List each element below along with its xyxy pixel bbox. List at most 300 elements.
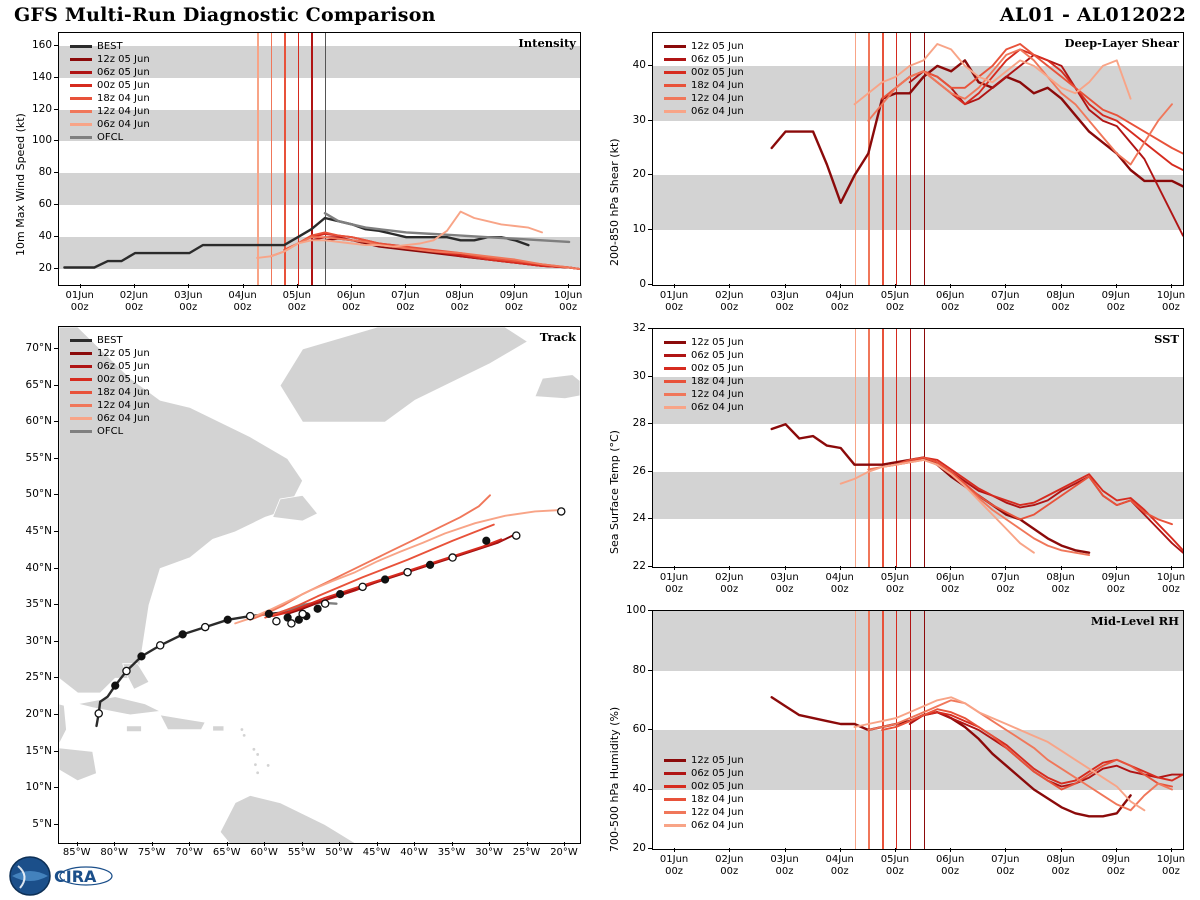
- shear-legend-row: [664, 40, 744, 53]
- track-ytick-13: 70°N: [25, 341, 52, 354]
- sst-xtick-2: 02Jun 00z: [715, 572, 744, 595]
- intensity-xtickmark-9: [514, 284, 515, 288]
- sst-ytickmark-5: [648, 328, 652, 329]
- intensity-xtick-5: 05Jun 00z: [282, 290, 311, 313]
- legend-label-2: 06z 05 Jun: [97, 361, 150, 372]
- track-ytickmark-12: [54, 385, 58, 386]
- legend-label-2: 06z 05 Jun: [97, 67, 150, 78]
- track-xtickmark-7: [339, 842, 340, 846]
- intensity-xtick-10: 10Jun 00z: [553, 290, 583, 313]
- sst-legend-row: [664, 349, 744, 362]
- track-xtick-3: 70°W: [175, 847, 203, 858]
- rh-panel: [600, 604, 1200, 880]
- sst-ytickmark-0: [648, 566, 652, 567]
- shear-xtick-5: 05Jun 00z: [880, 290, 910, 313]
- shear-legend-row: [664, 105, 744, 118]
- rh-ytickmark-4: [648, 610, 652, 611]
- track-legend-row: [70, 386, 150, 399]
- track-xtickmark-8: [377, 842, 378, 846]
- track-xtick-12: 25°W: [512, 847, 541, 858]
- rh-legend-row: [664, 819, 744, 832]
- rh-xtick-8: 08Jun 00z: [1046, 854, 1075, 877]
- shear-ytickmark-1: [648, 229, 652, 230]
- rh-y-axis-label: 700-500 hPa Humidity (%): [608, 706, 621, 852]
- track-marker-open-13: [558, 508, 565, 515]
- track-xtickmark-9: [414, 842, 415, 846]
- rh-legend-row: [664, 806, 744, 819]
- sst-series-06z-04-jun: [841, 460, 1034, 553]
- track-xtick-10: 35°W: [437, 847, 466, 858]
- rh-xtick-5: 05Jun 00z: [880, 854, 910, 877]
- legend-swatch-0: [664, 341, 686, 344]
- shear-xtickmark-3: [785, 284, 786, 288]
- sst-legend-row: [664, 336, 744, 349]
- shear-xtick-8: 08Jun 00z: [1046, 290, 1075, 313]
- track-xtick-8: 45°W: [362, 847, 391, 858]
- sst-ytickmark-1: [648, 518, 652, 519]
- track-marker-filled-9: [337, 591, 344, 598]
- sst-ytickmark-2: [648, 471, 652, 472]
- rh-xtickmark-2: [729, 848, 730, 852]
- rh-series-12z-04-jun: [868, 700, 1172, 810]
- intensity-ytickmark-1: [54, 236, 58, 237]
- track-ytickmark-11: [54, 421, 58, 422]
- track-marker-open-8: [322, 600, 329, 607]
- shear-ytick-3: 30: [632, 113, 646, 126]
- legend-swatch-0: [664, 759, 686, 762]
- shear-ytick-4: 40: [632, 58, 646, 71]
- rh-xtick-1: 01Jun 00z: [659, 854, 689, 877]
- legend-label-0: BEST: [97, 41, 123, 52]
- shear-xtick-7: 07Jun 00z: [991, 290, 1020, 313]
- legend-swatch-4: [664, 811, 686, 814]
- legend-swatch-4: [664, 393, 686, 396]
- track-legend: [70, 334, 150, 438]
- intensity-legend-row: [70, 131, 150, 144]
- track-xtick-6: 55°W: [287, 847, 316, 858]
- shear-xtick-3: 03Jun 00z: [770, 290, 799, 313]
- track-marker-open-3: [202, 623, 209, 630]
- track-marker-open-7: [299, 610, 306, 617]
- intensity-legend: [70, 40, 150, 144]
- track-xtick-9: 40°W: [400, 847, 428, 858]
- sst-y-axis-label: Sea Surface Temp (°C): [608, 430, 621, 554]
- legend-swatch-1: [664, 58, 686, 61]
- track-xtickmark-4: [227, 842, 228, 846]
- shear-xtick-4: 04Jun 00z: [825, 290, 854, 313]
- sst-ytick-1: 24: [632, 512, 646, 525]
- legend-label-3: 00z 05 Jun: [97, 80, 150, 91]
- intensity-xtick-8: 08Jun 00z: [445, 290, 474, 313]
- track-ytickmark-6: [54, 604, 58, 605]
- shear-xtick-6: 06Jun 00z: [935, 290, 965, 313]
- sst-xtick-6: 06Jun 00z: [935, 572, 965, 595]
- legend-label-4: 12z 04 Jun: [691, 93, 744, 104]
- rh-xtickmark-4: [840, 848, 841, 852]
- shear-y-axis-label: 200-850 hPa Shear (kt): [608, 138, 621, 266]
- shear-legend-row: [664, 92, 744, 105]
- cira-logo: [8, 856, 118, 896]
- legend-swatch-2: [664, 367, 686, 370]
- intensity-xtick-6: 06Jun 00z: [336, 290, 366, 313]
- track-ytickmark-9: [54, 494, 58, 495]
- track-marker-open-5: [273, 618, 280, 625]
- sst-xtick-1: 01Jun 00z: [659, 572, 689, 595]
- shear-legend-row: [664, 66, 744, 79]
- track-xtickmark-6: [302, 842, 303, 846]
- track-ytick-12: 65°N: [25, 378, 52, 391]
- legend-label-7: OFCL: [97, 426, 124, 437]
- sst-series-12z-04-jun: [868, 460, 1089, 555]
- intensity-ytickmark-4: [54, 140, 58, 141]
- sst-ytickmark-3: [648, 423, 652, 424]
- legend-label-4: 12z 04 Jun: [691, 807, 744, 818]
- legend-label-5: 06z 04 Jun: [691, 402, 744, 413]
- shear-xtick-10: 10Jun 00z: [1156, 290, 1186, 313]
- track-legend-row: [70, 347, 150, 360]
- track-ytick-0: 5°N: [32, 817, 52, 830]
- sst-series-best: [772, 424, 1089, 553]
- track-marker-open-11: [449, 554, 456, 561]
- intensity-ytickmark-0: [54, 268, 58, 269]
- legend-label-2: 00z 05 Jun: [691, 781, 744, 792]
- intensity-ytick-2: 60: [38, 198, 52, 211]
- rh-legend: [664, 754, 744, 832]
- intensity-ytick-0: 20: [38, 262, 52, 275]
- legend-swatch-2: [70, 71, 92, 74]
- track-marker-filled-10: [381, 576, 388, 583]
- sst-ytick-3: 28: [632, 417, 646, 430]
- track-panel-title: Track: [539, 330, 576, 344]
- legend-swatch-0: [70, 45, 92, 48]
- track-xtickmark-10: [452, 842, 453, 846]
- sst-xtickmark-5: [895, 566, 896, 570]
- legend-label-5: 06z 04 Jun: [691, 106, 744, 117]
- track-marker-filled-4: [265, 610, 272, 617]
- intensity-legend-row: [70, 40, 150, 53]
- intensity-ytickmark-6: [54, 77, 58, 78]
- shear-ytick-2: 20: [632, 168, 646, 181]
- track-xtickmark-13: [564, 842, 565, 846]
- sst-legend-row: [664, 401, 744, 414]
- legend-label-0: 12z 05 Jun: [691, 41, 744, 52]
- track-ytick-1: 10°N: [25, 781, 52, 794]
- track-marker-open-0: [95, 710, 102, 717]
- legend-label-1: 06z 05 Jun: [691, 54, 744, 65]
- legend-label-1: 06z 05 Jun: [691, 768, 744, 779]
- legend-label-3: 00z 05 Jun: [97, 374, 150, 385]
- track-marker-filled-12: [483, 537, 490, 544]
- sst-panel-title: SST: [1154, 332, 1179, 346]
- legend-label-4: 18z 04 Jun: [97, 93, 150, 104]
- track-legend-row: [70, 412, 150, 425]
- intensity-xtickmark-8: [460, 284, 461, 288]
- shear-ytick-1: 10: [632, 223, 646, 236]
- intensity-xtick-1: 01Jun 00z: [65, 290, 94, 313]
- rh-ytick-1: 40: [632, 782, 646, 795]
- sst-ytick-5: 32: [632, 322, 646, 334]
- rh-ytick-2: 60: [632, 723, 646, 735]
- intensity-legend-row: [70, 92, 150, 105]
- sst-xtick-9: 09Jun 00z: [1101, 572, 1130, 595]
- track-ytickmark-7: [54, 568, 58, 569]
- rh-xtick-7: 07Jun 00z: [991, 854, 1020, 877]
- shear-xtickmark-4: [840, 284, 841, 288]
- legend-swatch-2: [664, 785, 686, 788]
- legend-swatch-4: [70, 97, 92, 100]
- intensity-xtickmark-3: [188, 284, 189, 288]
- track-ytick-2: 15°N: [25, 744, 52, 757]
- rh-xtick-4: 04Jun 00z: [825, 854, 854, 877]
- legend-swatch-3: [664, 798, 686, 801]
- shear-xtick-2: 02Jun 00z: [715, 290, 744, 313]
- legend-label-1: 06z 05 Jun: [691, 350, 744, 361]
- track-marker-filled-1: [138, 653, 145, 660]
- legend-swatch-3: [664, 380, 686, 383]
- legend-swatch-0: [664, 45, 686, 48]
- track-ytick-5: 30°N: [25, 634, 52, 647]
- track-xtick-11: 30°W: [475, 847, 503, 858]
- shear-xtick-1: 01Jun 00z: [659, 290, 689, 313]
- shear-ytickmark-3: [648, 120, 652, 121]
- track-ytick-6: 35°N: [25, 598, 52, 611]
- intensity-ytick-4: 100: [31, 134, 52, 147]
- track-ytickmark-4: [54, 677, 58, 678]
- track-xtick-5: 60°W: [250, 847, 278, 858]
- legend-label-3: 18z 04 Jun: [691, 80, 744, 91]
- sst-panel: [600, 322, 1200, 598]
- track-legend-row: [70, 360, 150, 373]
- rh-xtickmark-3: [785, 848, 786, 852]
- legend-label-7: OFCL: [97, 132, 124, 143]
- intensity-xtick-9: 09Jun 00z: [499, 290, 529, 313]
- intensity-ytickmark-7: [54, 45, 58, 46]
- sst-ytick-2: 26: [632, 464, 646, 477]
- legend-label-5: 12z 04 Jun: [97, 106, 150, 117]
- sst-xtick-7: 07Jun 00z: [991, 572, 1020, 595]
- legend-swatch-1: [664, 354, 686, 357]
- rh-ytick-3: 80: [632, 663, 646, 676]
- sst-xtick-5: 05Jun 00z: [880, 572, 910, 595]
- intensity-xtick-3: 03Jun 00z: [174, 290, 203, 313]
- legend-label-2: 00z 05 Jun: [691, 363, 744, 374]
- legend-swatch-3: [664, 84, 686, 87]
- intensity-xtickmark-2: [134, 284, 135, 288]
- track-ytick-9: 50°N: [25, 488, 52, 501]
- shear-xtickmark-6: [950, 284, 951, 288]
- track-ytickmark-2: [54, 751, 58, 752]
- rh-xtick-9: 09Jun 00z: [1101, 854, 1130, 877]
- track-ytickmark-3: [54, 714, 58, 715]
- intensity-legend-row: [70, 118, 150, 131]
- track-marker-open-9: [359, 583, 366, 590]
- intensity-xtickmark-4: [243, 284, 244, 288]
- rh-legend-row: [664, 767, 744, 780]
- intensity-legend-row: [70, 53, 150, 66]
- rh-ytick-0: 20: [632, 842, 646, 854]
- intensity-xtickmark-7: [405, 284, 406, 288]
- track-xtick-1: 80°W: [100, 847, 129, 858]
- intensity-ytick-7: 160: [31, 38, 52, 51]
- rh-xtick-2: 02Jun 00z: [715, 854, 744, 877]
- intensity-xtickmark-6: [351, 284, 352, 288]
- sst-xtickmark-8: [1061, 566, 1062, 570]
- intensity-ytick-3: 80: [38, 166, 52, 179]
- track-marker-open-2: [157, 642, 164, 649]
- track-ytickmark-13: [54, 348, 58, 349]
- track-marker-open-12: [513, 532, 520, 539]
- rh-panel-title: Mid-Level RH: [1090, 614, 1179, 628]
- legend-swatch-1: [70, 352, 92, 355]
- sst-ytick-4: 30: [632, 369, 646, 382]
- legend-swatch-3: [70, 84, 92, 87]
- rh-legend-row: [664, 754, 744, 767]
- shear-ytickmark-4: [648, 65, 652, 66]
- sst-legend-row: [664, 388, 744, 401]
- track-xtickmark-12: [527, 842, 528, 846]
- intensity-xtick-2: 02Jun 00z: [119, 290, 149, 313]
- track-marker-filled-8: [314, 605, 321, 612]
- rh-ytickmark-0: [648, 848, 652, 849]
- shear-panel-title: Deep-Layer Shear: [1064, 36, 1179, 50]
- rh-xtick-3: 03Jun 00z: [770, 854, 799, 877]
- rh-xtickmark-6: [950, 848, 951, 852]
- track-xtick-0: 85°W: [62, 847, 91, 858]
- legend-swatch-0: [70, 339, 92, 342]
- track-xtickmark-2: [152, 842, 153, 846]
- legend-swatch-2: [70, 365, 92, 368]
- track-xtickmark-5: [264, 842, 265, 846]
- sst-legend-row: [664, 375, 744, 388]
- intensity-xtickmark-1: [80, 284, 81, 288]
- legend-label-2: 00z 05 Jun: [691, 67, 744, 78]
- intensity-ytick-1: 40: [38, 230, 52, 243]
- track-ytick-3: 20°N: [25, 707, 52, 720]
- legend-swatch-4: [664, 97, 686, 100]
- sst-xtickmark-1: [674, 566, 675, 570]
- rh-ytickmark-1: [648, 789, 652, 790]
- rh-legend-row: [664, 793, 744, 806]
- rh-series-18z-04-jun: [882, 709, 1172, 789]
- legend-swatch-5: [664, 406, 686, 409]
- sst-xtickmark-7: [1005, 566, 1006, 570]
- rh-ytick-4: 100: [625, 604, 646, 616]
- legend-swatch-7: [70, 430, 92, 433]
- shear-legend-row: [664, 79, 744, 92]
- track-marker-filled-2: [179, 631, 186, 638]
- track-marker-filled-11: [426, 561, 433, 568]
- track-xtickmark-0: [77, 842, 78, 846]
- rh-ytickmark-3: [648, 670, 652, 671]
- track-legend-row: [70, 399, 150, 412]
- track-ytickmark-10: [54, 458, 58, 459]
- track-ytick-11: 60°N: [25, 415, 52, 428]
- legend-label-1: 12z 05 Jun: [97, 348, 150, 359]
- track-marker-open-10: [404, 569, 411, 576]
- page-title: GFS Multi-Run Diagnostic Comparison: [14, 4, 436, 26]
- track-xtick-13: 20°W: [550, 847, 578, 858]
- legend-swatch-4: [70, 391, 92, 394]
- sst-series-18z-04-jun: [882, 458, 1172, 525]
- track-legend-row: [70, 334, 150, 347]
- intensity-xtick-4: 04Jun 00z: [228, 290, 257, 313]
- legend-label-4: 18z 04 Jun: [97, 387, 150, 398]
- track-ytick-4: 25°N: [25, 671, 52, 684]
- intensity-legend-row: [70, 79, 150, 92]
- intensity-y-axis-label: 10m Max Wind Speed (kt): [14, 113, 27, 256]
- intensity-ytick-5: 120: [31, 102, 52, 115]
- track-marker-open-4: [247, 613, 254, 620]
- shear-panel: [600, 26, 1200, 316]
- rh-xtickmark-1: [674, 848, 675, 852]
- legend-label-0: BEST: [97, 335, 123, 346]
- track-legend-row: [70, 373, 150, 386]
- track-marker-open-6: [288, 620, 295, 627]
- intensity-ytickmark-2: [54, 204, 58, 205]
- sst-xtick-3: 03Jun 00z: [770, 572, 799, 595]
- rh-xtickmark-8: [1061, 848, 1062, 852]
- intensity-ytickmark-5: [54, 109, 58, 110]
- legend-swatch-1: [664, 772, 686, 775]
- sst-ytick-0: 22: [632, 560, 646, 572]
- rh-series-06z-05-jun: [910, 712, 1183, 786]
- legend-label-0: 12z 05 Jun: [691, 755, 744, 766]
- rh-ytickmark-2: [648, 729, 652, 730]
- sst-xtickmark-9: [1116, 566, 1117, 570]
- intensity-legend-row: [70, 66, 150, 79]
- rh-xtick-10: 10Jun 00z: [1156, 854, 1186, 877]
- intensity-series-best: [64, 218, 528, 268]
- shear-ytickmark-0: [648, 284, 652, 285]
- track-ytick-7: 40°N: [25, 561, 52, 574]
- track-marker-filled-0: [112, 682, 119, 689]
- legend-label-0: 12z 05 Jun: [691, 337, 744, 348]
- intensity-panel-title: Intensity: [518, 36, 576, 50]
- intensity-xtickmark-5: [297, 284, 298, 288]
- rh-legend-row: [664, 780, 744, 793]
- sst-xtickmark-2: [729, 566, 730, 570]
- intensity-legend-row: [70, 105, 150, 118]
- sst-legend-row: [664, 362, 744, 375]
- shear-ytick-0: 0: [639, 278, 646, 290]
- sst-xtick-4: 04Jun 00z: [825, 572, 854, 595]
- shear-xtickmark-1: [674, 284, 675, 288]
- intensity-xtick-7: 07Jun 00z: [391, 290, 420, 313]
- rh-xtickmark-9: [1116, 848, 1117, 852]
- sst-xtick-8: 08Jun 00z: [1046, 572, 1075, 595]
- rh-xtickmark-7: [1005, 848, 1006, 852]
- track-marker-filled-3: [224, 616, 231, 623]
- legend-swatch-7: [70, 136, 92, 139]
- legend-swatch-5: [70, 404, 92, 407]
- shear-xtickmark-5: [895, 284, 896, 288]
- legend-swatch-5: [70, 110, 92, 113]
- shear-legend-row: [664, 53, 744, 66]
- shear-ytickmark-2: [648, 174, 652, 175]
- sst-ytickmark-4: [648, 376, 652, 377]
- storm-id-title: AL01 - AL012022: [999, 4, 1186, 26]
- track-xtick-7: 50°W: [325, 847, 353, 858]
- sst-xtickmark-6: [950, 566, 951, 570]
- shear-xtick-9: 09Jun 00z: [1101, 290, 1130, 313]
- legend-label-3: 18z 04 Jun: [691, 794, 744, 805]
- legend-swatch-5: [664, 824, 686, 827]
- track-xtickmark-3: [189, 842, 190, 846]
- legend-label-4: 12z 04 Jun: [691, 389, 744, 400]
- legend-label-1: 12z 05 Jun: [97, 54, 150, 65]
- track-xtick-2: 75°W: [137, 847, 166, 858]
- legend-label-5: 12z 04 Jun: [97, 400, 150, 411]
